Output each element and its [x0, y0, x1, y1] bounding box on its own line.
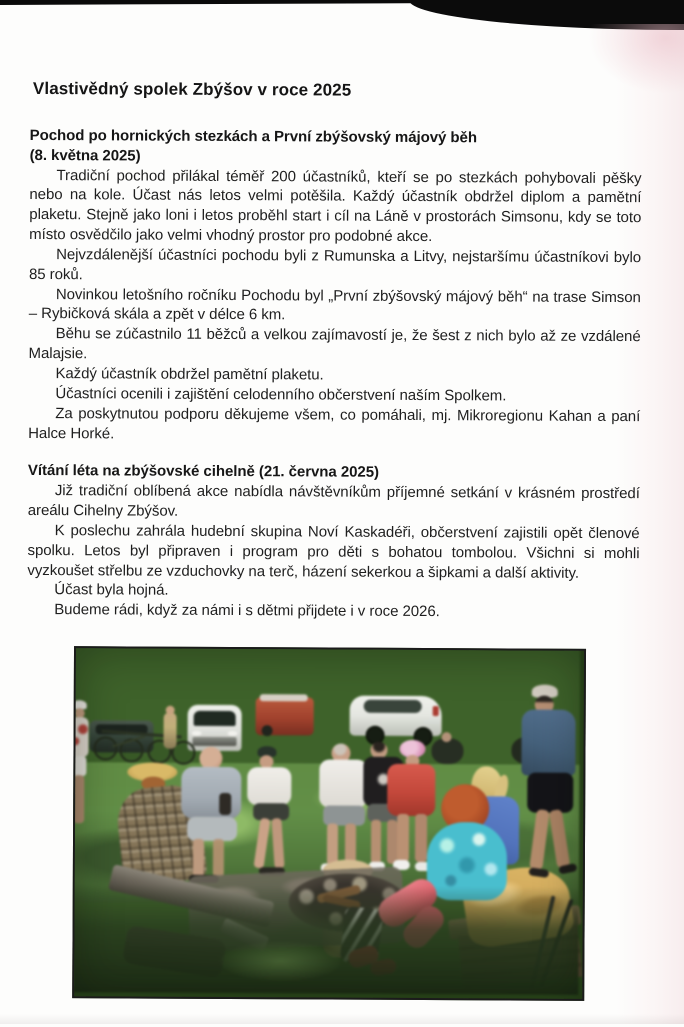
paragraph: Běhu se zúčastnilo 11 běžců a velkou zajímavostí je, že šest z nich bylo až ze vzdálené Malajsie. — [28, 325, 641, 363]
section-heading-line2: (8. května 2025) — [29, 146, 141, 165]
paragraph: Každý účastník obdržel pamětní plaketu. — [55, 365, 324, 384]
event-photo — [72, 646, 586, 1001]
paragraph: Nejvzdálenější účastníci pochodu byli z Rumunska a Litvy, nejstaršímu účastníkovi bylo 85 roků. — [28, 245, 642, 283]
paragraph: Účast byla hojná. — [54, 581, 169, 600]
page-title: Vlastivědný spolek Zbýšov v roce 2025 — [32, 78, 352, 100]
section-heading: Vítání léta na zbýšovské cihelně (21. června 2025) — [27, 462, 380, 482]
paragraph: Účastníci ocenili i zajištění celodenního občerstvení naším Spolkem. — [55, 384, 507, 405]
paragraph: Novinkou letošního ročníku Pochodu byl „První zbýšovský májový běh“ na trase Simson – Rybičková skála a zpět v délce 6 km. — [28, 285, 641, 324]
document-body — [27, 79, 642, 623]
paragraph: Za poskytnutou podporu děkujeme všem, co pomáhali, mj. Mikroregionu Kahan a paní Halce Horké. — [28, 404, 641, 442]
section-vitani-leta — [27, 461, 640, 623]
paragraph: Budeme rádi, když za námi i s dětmi přijdete i v roce 2026. — [54, 601, 440, 621]
photo-vignette — [74, 648, 584, 999]
section-pochod — [28, 126, 642, 447]
paragraph: Již tradiční oblíbená akce nabídla návštěvníkům příjemné setkání v krásném prostředí areálu Cihelny Zbýšov. — [27, 482, 640, 520]
section-heading — [30, 126, 642, 169]
section-heading-line1: Pochod po hornických stezkách a První zbýšovský májový běh — [29, 126, 478, 147]
paragraph: K poslechu zahrála hudební skupina Noví Kaskadéři, občerstvení zajistili opět členové spolku. Letos byl připraven i program pro děti s bohatou tombolou. Všichni si mohli vyzkoušet střelbu ze vzduchovky na terč, házení sekerkou a šipkami a další aktivity. — [27, 521, 640, 582]
paragraph: Tradiční pochod přilákal téměř 200 účastníků, kteří se po stezkách pohybovali pěšky nebo na kole. Účast nás letos velmi potěšila. Každý účastník obdržel diplom a pamětní plaketu. Stejně jako loni i letos proběhl start i cíl na Láně v prostorách Simsonu, kdy se toto místo osvědčilo jako velmi vhodný prostor pro podobné akce. — [29, 166, 642, 246]
